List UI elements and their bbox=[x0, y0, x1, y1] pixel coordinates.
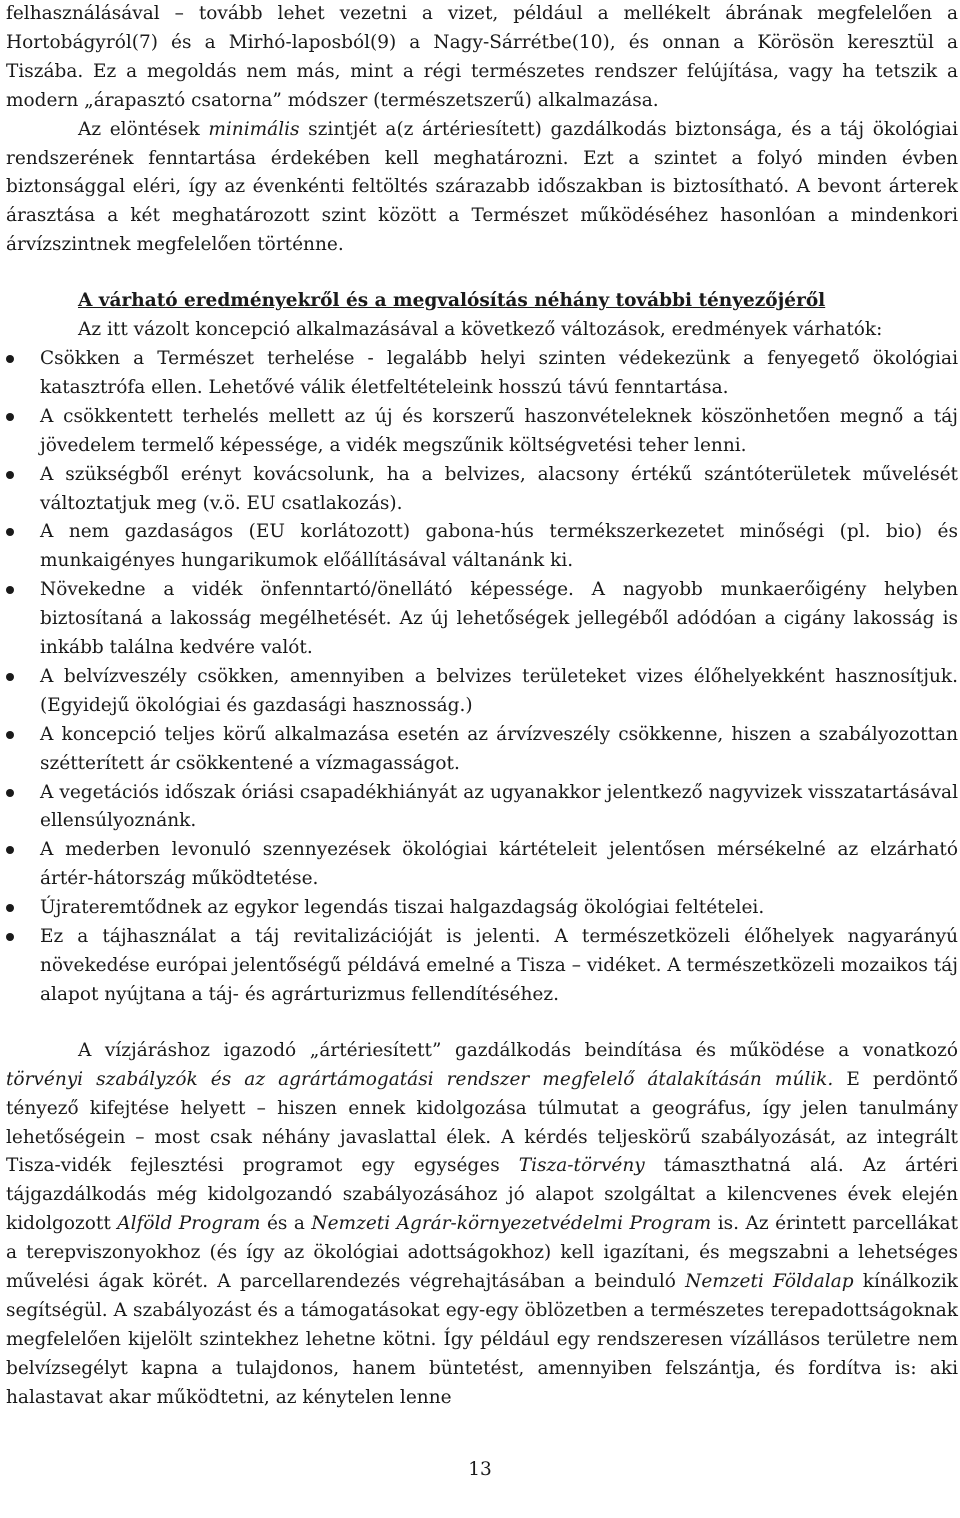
list-item bbox=[6, 923, 958, 1010]
paragraph-regulation-text-3: E perdöntő tényező kifejtése helyett – hiszen ennek kidolgozása túlmutat a geográfus, így jelen tanulmány lehetőségein – most csak néhány javaslattal élek. A kérdés teljeskörű szabályozását, az integrált Tisza-vidék fejlesztési programot egy egységes bbox=[6, 1068, 958, 1177]
bullet-icon bbox=[6, 731, 14, 739]
list-item bbox=[6, 576, 958, 663]
list-item bbox=[6, 779, 958, 837]
bullet-icon bbox=[6, 933, 14, 941]
paragraph-flood-levels-text-a: Az elöntések bbox=[78, 118, 209, 140]
bullet-icon bbox=[6, 471, 14, 479]
list-item-text: Csökken a Természet terhelése - legalább helyi szinten védekezünk a fenyegető ökológiai katasztrófa ellen. Lehetővé válik életfeltételeink hosszú távú fenntartása. bbox=[40, 347, 958, 398]
paragraph-regulation-text-7: és a bbox=[260, 1213, 312, 1235]
bullet-icon bbox=[6, 355, 14, 363]
bullet-icon bbox=[6, 673, 14, 681]
list-item-text: A csökkentett terhelés mellett az új és korszerű haszonvételeknek köszönhetően megnő a táj jövedelem termelő képessége, a vidék megszűnik költségvetési teher lenni. bbox=[40, 405, 958, 456]
paragraph-regulation-text-9: is. Az érintett parcellákat a terepviszonyokhoz (és így az ökológiai adottságokhoz) kell igazítani, és megszabni a lehetséges művelési ágak körét. A parcellarendezés végrehajtásában a beinduló bbox=[6, 1213, 959, 1293]
bullet-icon bbox=[6, 846, 14, 854]
list-item-text: A nem gazdaságos (EU korlátozott) gabona-hús termékszerkezetet minőségi (pl. bio) és munkaigényes hungarikumok előállításával váltanánk ki. bbox=[40, 521, 958, 572]
paragraph-flood-levels-text-c: szintjét a(z ártériesített) gazdálkodás biztonsága, és a táj ökológiai rendszerének fenntartása érdekében kell meghatározni. Ezt a szintet a folyó minden évben biztonsággal eléri, így az évenkénti feltöltés szárazabb időszakban is biztosítható. A bevont árterek árasztása a két meghatározott szint között a Természet működéséhez hasonlóan a mindenkori árvízszintnek megfelelően történne. bbox=[6, 118, 958, 256]
emphasis-tisza-law: Tisza-törvény bbox=[518, 1155, 645, 1177]
list-item-text: A vegetációs időszak óriási csapadékhiányát az ugyanakkor jelentkező nagyvizek visszatartásával ellensúlyoznánk. bbox=[40, 781, 958, 832]
list-item bbox=[6, 403, 958, 461]
list-item-text: Növekedne a vidék önfenntartó/önellátó képessége. A nagyobb munkaerőigény helyben biztosítaná a lakosság megélhetését. Az új lehetőségek jellegéből adódóan a cigány lakosság is inkább találna kedvére valót. bbox=[40, 579, 958, 659]
document-page bbox=[6, 0, 958, 1413]
emphasis-legal-regulators: törvényi szabályzók és az agrártámogatási rendszer megfelelő átalakításán múlik. bbox=[6, 1068, 834, 1090]
bullet-icon bbox=[6, 413, 14, 421]
paragraph-regulation-text-5: támaszthatná alá. Az ártéri tájgazdálkodás még kidolgozandó szabályozásához jó alapot szolgáltat a kilencvenes évek elején kidolgozott bbox=[6, 1155, 958, 1235]
list-item bbox=[6, 518, 958, 576]
results-list bbox=[6, 345, 958, 1010]
list-item bbox=[6, 345, 958, 403]
list-item bbox=[6, 894, 958, 923]
paragraph-flood-levels bbox=[6, 116, 958, 261]
list-item-text: A szükségből erényt kovácsolunk, ha a belvizes, alacsony értékű szántóterületek művelését változtatjuk meg (v.ö. EU csatlakozás). bbox=[40, 463, 958, 514]
emphasis-national-land-fund: Nemzeti Földalap bbox=[685, 1271, 854, 1293]
paragraph-continued: felhasználásával – tovább lehet vezetni a vizet, például a mellékelt ábrának megfelelően a Hortobágyról(7) és a Mirhó-laposból(9) a Nagy-Sárrétbe(10), és onnan a Körösön keresztül a Tiszába. Ez a megoldás nem más, mint a régi természetes rendszer felújítása, vagy ha tetszik a modern „árapasztó csatorna” módszer (természetszerű) alkalmazása. bbox=[6, 3, 958, 111]
list-intro: Az itt vázolt koncepció alkalmazásával a következő változások, eredmények várhatók: bbox=[78, 319, 883, 341]
paragraph-regulation bbox=[6, 1037, 958, 1413]
list-item-text: A belvízveszély csökken, amennyiben a belvizes területeket vizes élőhelyekként hasznosítjuk. (Egyidejű ökológiai és gazdasági hasznosság.) bbox=[40, 665, 958, 716]
bullet-icon bbox=[6, 904, 14, 912]
paragraph-regulation-text-11: kínálkozik segítségül. A szabályozást és a támogatásokat egy-egy öblözetben a természetes terepadottságoknak megfelelően kijelölt szintekhez lehetne kötni. Így például egy rendszeresen vízállásos területre nem belvízsegélyt kapna a tulajdonos, hanem büntetést, amennyiben felszántja, és fordítva is: aki halastavat akar működtetni, az kénytelen lenne bbox=[6, 1271, 958, 1408]
bullet-icon bbox=[6, 528, 14, 536]
list-item bbox=[6, 663, 958, 721]
list-item bbox=[6, 721, 958, 779]
emphasis-national-agri-env-program: Nemzeti Agrár-környezetvédelmi Program bbox=[311, 1213, 712, 1235]
page-number: 13 bbox=[468, 1459, 492, 1480]
list-item-text: Ez a tájhasználat a táj revitalizációját is jelenti. A természetközeli élőhelyek nagyarányú növekedése európai jelentőségű példává emelné a Tisza – vidéket. A természetközeli mozaikos táj alapot nyújtana a táj- és agrárturizmus fellendítéséhez. bbox=[40, 926, 958, 1005]
list-item bbox=[6, 461, 958, 519]
list-item-text: A mederben levonuló szennyezések ökológiai kártételeit jelentősen mérsékelné az elzárható ártér-hátország működtetése. bbox=[40, 839, 958, 890]
list-item-text: Újrateremtődnek az egykor legendás tiszai halgazdagság ökológiai feltételei. bbox=[40, 897, 765, 919]
bullet-icon bbox=[6, 586, 14, 594]
emphasis-alfold-program: Alföld Program bbox=[117, 1213, 261, 1235]
section-heading: A várható eredményekről és a megvalósítás néhány további tényezőjéről bbox=[78, 290, 826, 312]
list-item-text: A koncepció teljes körű alkalmazása esetén az árvízveszély csökkenne, hiszen a szabályozottan szétterített ár csökkentené a vízmagasságot. bbox=[40, 723, 958, 774]
list-item bbox=[6, 836, 958, 894]
paragraph-regulation-text-1: A vízjáráshoz igazodó „ártériesített” gazdálkodás beindítása és működése a vonatkozó bbox=[78, 1039, 958, 1061]
emphasis-minimalis: minimális bbox=[208, 118, 300, 140]
bullet-icon bbox=[6, 789, 14, 797]
